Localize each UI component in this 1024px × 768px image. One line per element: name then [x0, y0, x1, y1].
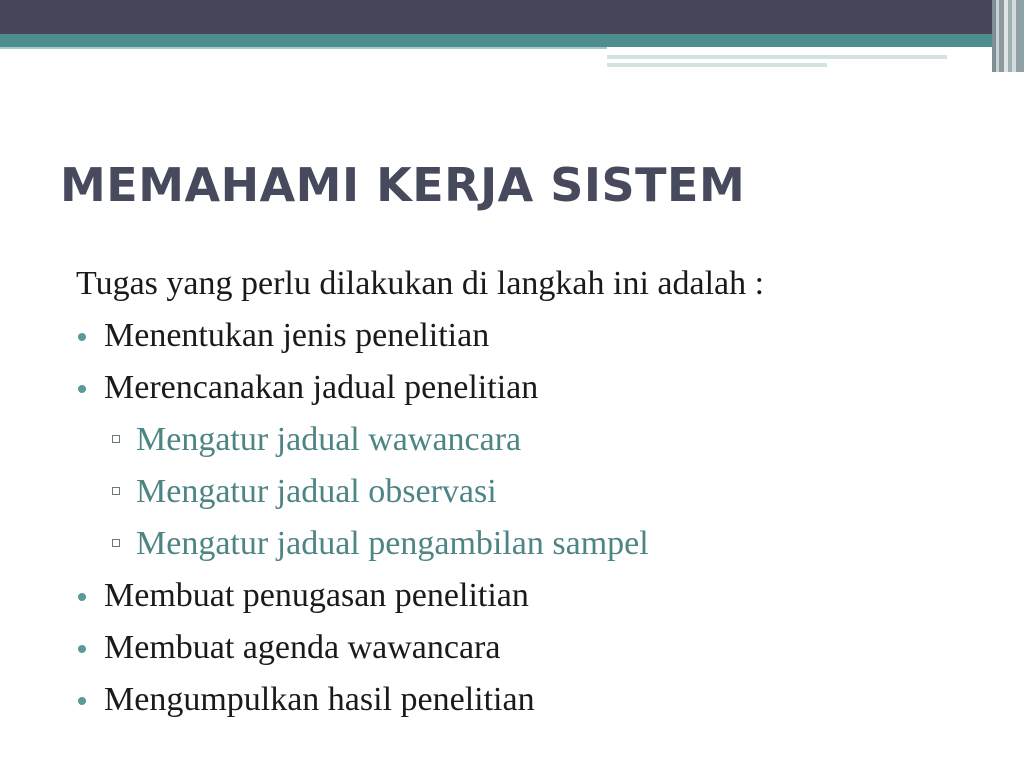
intro-text: Tugas yang perlu dilakukan di langkah ini adalah :: [76, 265, 765, 302]
header-teal-bar: [0, 34, 1024, 47]
sub-bullet-item-text: Mengatur jadual pengambilan sampel: [136, 525, 649, 562]
bullet-item: [76, 622, 996, 674]
slide-title: MEMAHAMI KERJA SISTEM: [60, 158, 746, 212]
bullet-square-icon: [112, 539, 120, 547]
bullet-dot-icon: [78, 333, 86, 341]
bullet-dot-icon: [78, 645, 86, 653]
bullet-item-text: Menentukan jenis penelitian: [104, 317, 490, 354]
header-decoration: [0, 0, 1024, 72]
bullet-square-icon: [112, 435, 120, 443]
bullet-item: [76, 362, 996, 414]
bullet-item: [76, 570, 996, 622]
header-teal-light-line: [0, 47, 607, 49]
sub-bullet-item-text: Mengatur jadual wawancara: [136, 421, 522, 458]
bullet-item-text: Merencanakan jadual penelitian: [104, 369, 539, 406]
bullet-item: [76, 674, 996, 726]
bullet-square-icon: [112, 487, 120, 495]
bullet-item: [76, 310, 996, 362]
bullet-dot-icon: [78, 593, 86, 601]
header-dark-bar: [0, 0, 1024, 34]
slide-body: [76, 258, 996, 726]
sub-bullet-item: [76, 518, 996, 570]
header-tab-line: [607, 55, 947, 59]
sub-bullet-item-text: Mengatur jadual observasi: [136, 473, 497, 510]
bullet-dot-icon: [78, 385, 86, 393]
sub-bullet-item: [76, 466, 996, 518]
bullet-dot-icon: [78, 697, 86, 705]
bullet-list: [76, 310, 996, 726]
bullet-item-text: Mengumpulkan hasil penelitian: [104, 681, 535, 718]
header-edge-stripes: [992, 0, 1024, 72]
sub-bullet-item: [76, 414, 996, 466]
header-tab-line: [607, 63, 827, 67]
bullet-item-text: Membuat agenda wawancara: [104, 629, 501, 666]
bullet-item-text: Membuat penugasan penelitian: [104, 577, 529, 614]
